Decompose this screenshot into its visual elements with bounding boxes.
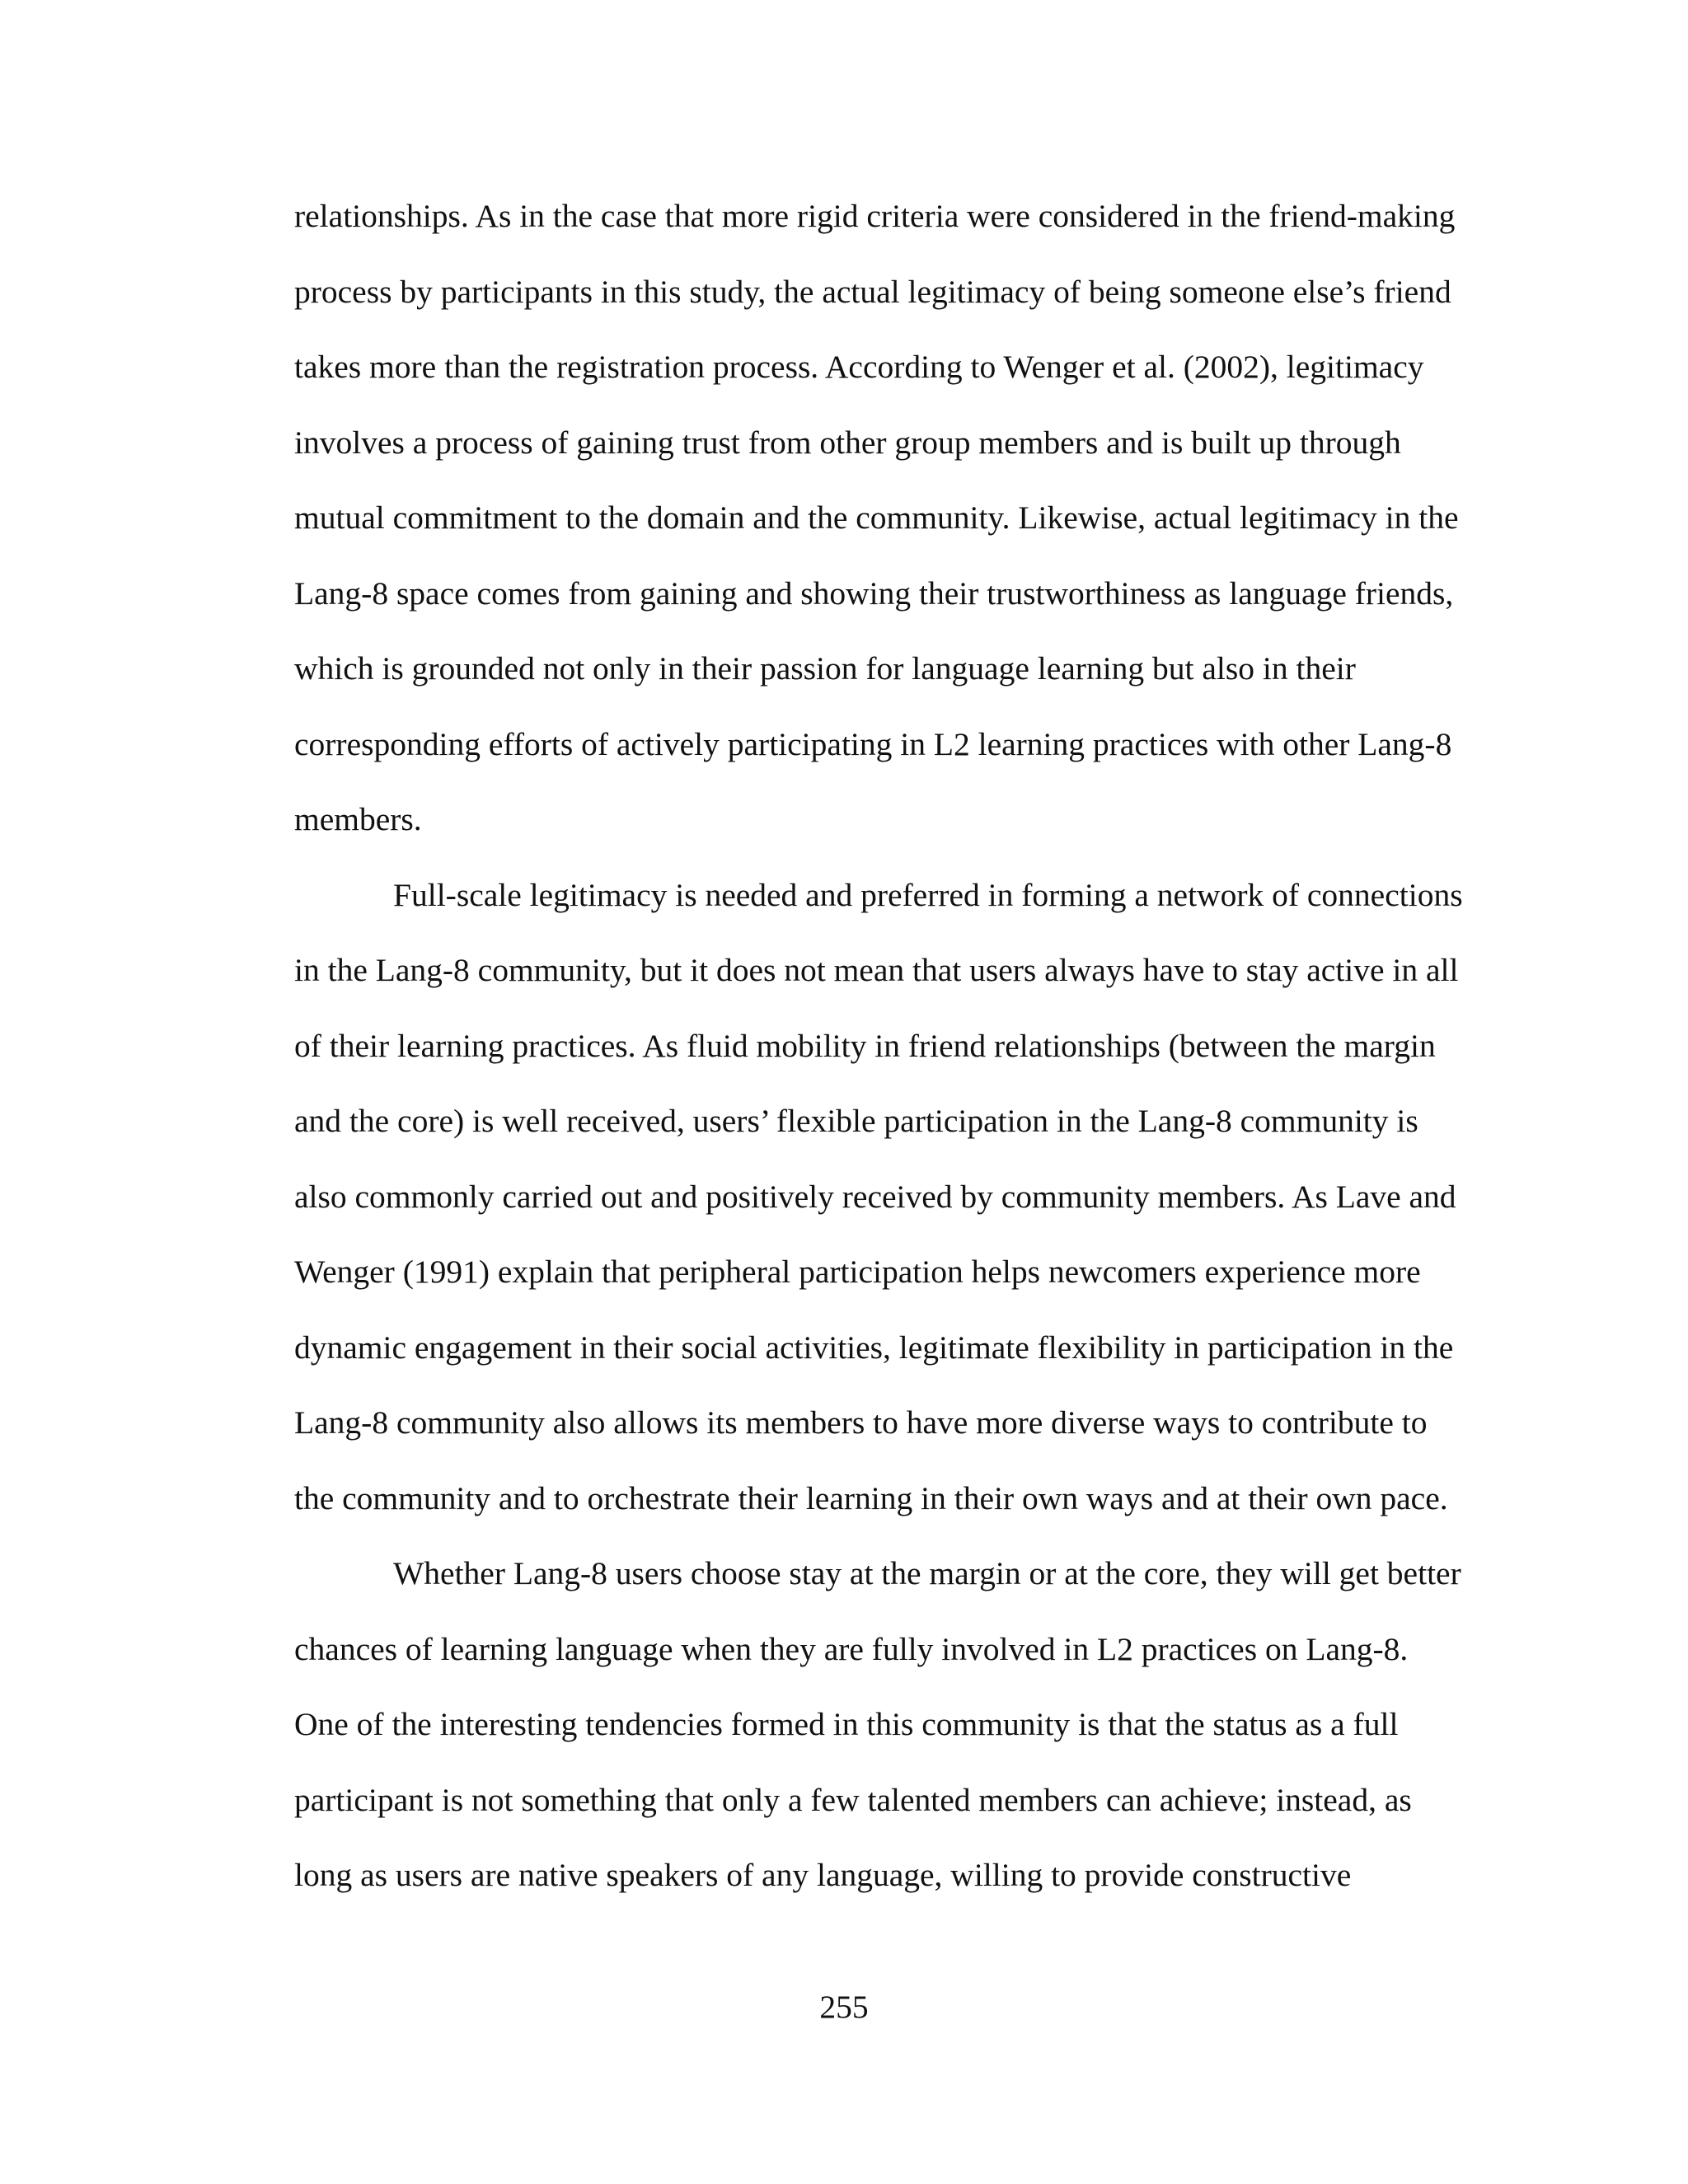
text-line: relationships. As in the case that more rigid criteria were considered in the friend-making: [294, 198, 1456, 234]
text-line: takes more than the registration process. According to Wenger et al. (2002), legitimacy: [294, 349, 1424, 385]
text-line: One of the interesting tendencies formed in this community is that the status as a full: [294, 1706, 1399, 1742]
text-line: mutual commitment to the domain and the community. Likewise, actual legitimacy in the: [294, 499, 1459, 536]
text-line: process by participants in this study, the actual legitimacy of being someone else’s friend: [294, 273, 1451, 310]
text-line: also commonly carried out and positively received by community members. As Lave and: [294, 1178, 1456, 1215]
paragraph-start-line: Full-scale legitimacy is needed and preferred in forming a network of connections: [393, 876, 1463, 913]
text-line: and the core) is well received, users’ flexible participation in the Lang-8 community is: [294, 1103, 1418, 1139]
paragraph-start-line: Whether Lang-8 users choose stay at the margin or at the core, they will get better: [393, 1555, 1461, 1591]
text-line: participant is not something that only a few talented members can achieve; instead, as: [294, 1781, 1412, 1818]
text-line: the community and to orchestrate their learning in their own ways and at their own pace.: [294, 1479, 1448, 1516]
text-line: members.: [294, 801, 422, 837]
text-line: of their learning practices. As fluid mobility in friend relationships (between the margin: [294, 1027, 1436, 1064]
text-line: which is grounded not only in their passion for language learning but also in their: [294, 650, 1356, 687]
text-line: long as users are native speakers of any language, willing to provide constructive: [294, 1857, 1352, 1893]
page-number: 255: [819, 1989, 869, 2025]
text-line: dynamic engagement in their social activities, legitimate flexibility in participation in the: [294, 1329, 1454, 1366]
text-line: involves a process of gaining trust from other group members and is built up through: [294, 424, 1401, 461]
text-line: corresponding efforts of actively participating in L2 learning practices with other Lang-8: [294, 725, 1452, 762]
text-line: Wenger (1991) explain that peripheral participation helps newcomers experience more: [294, 1254, 1421, 1290]
text-line: Lang-8 community also allows its members to have more diverse ways to contribute to: [294, 1404, 1428, 1441]
body-text: [294, 190, 1473, 1924]
text-line: chances of learning language when they are fully involved in L2 practices on Lang-8.: [294, 1630, 1409, 1667]
text-line: Lang-8 space comes from gaining and showing their trustworthiness as language friends,: [294, 574, 1454, 612]
text-line: in the Lang-8 community, but it does not mean that users always have to stay active in all: [294, 952, 1459, 988]
